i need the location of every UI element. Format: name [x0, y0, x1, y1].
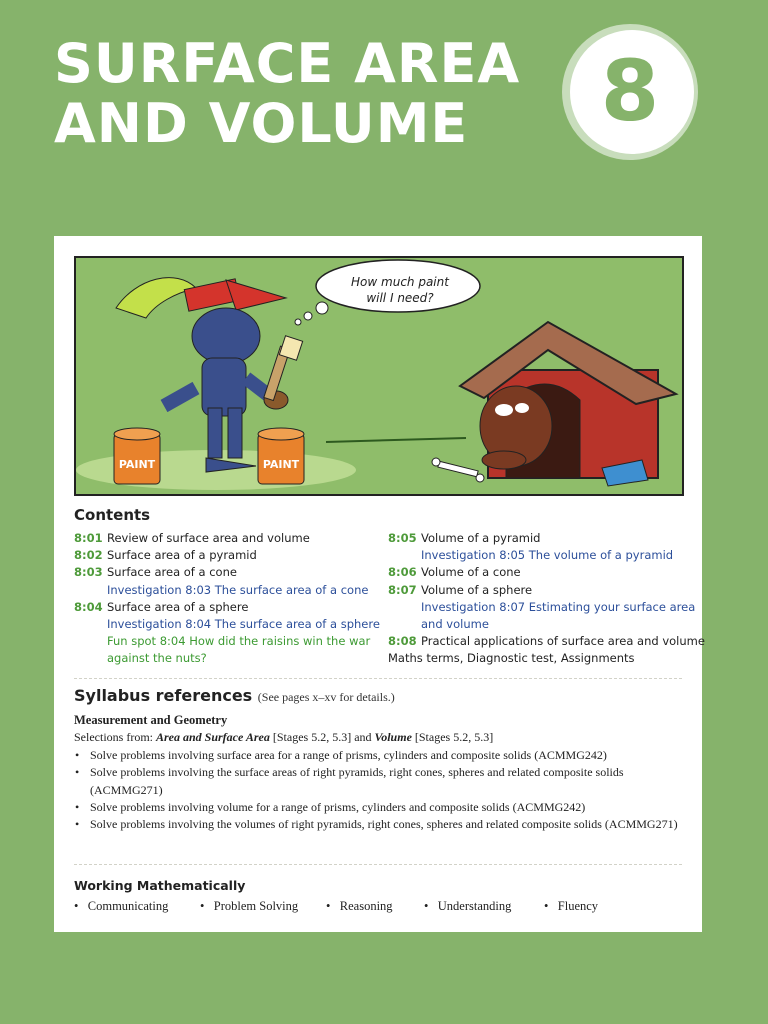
investigation-title: Investigation 8:03 The surface area of a cone: [107, 582, 369, 597]
paint-bucket-left: [114, 428, 160, 484]
extras-title: Maths terms, Diagnostic test, Assignments: [388, 651, 635, 666]
contents-row-fun-spot: [74, 650, 374, 667]
contents-row: [74, 564, 374, 581]
chapter-title-line-2: AND VOLUME: [54, 92, 469, 155]
section-title: Practical applications of surface area and volume: [421, 634, 705, 649]
section-number: 8:08: [388, 634, 417, 649]
wm-item: • Understanding: [424, 899, 512, 913]
chapter-number-badge: [560, 22, 700, 162]
selections-topic-2: Volume: [374, 730, 412, 745]
thought-line-1: How much paint: [351, 275, 449, 289]
paint-label-left: PAINT: [118, 458, 156, 471]
contents-heading: Contents: [74, 506, 151, 524]
divider: [74, 864, 682, 865]
syllabus-strand: Measurement and Geometry: [74, 713, 228, 727]
thought-line-2: will I need?: [366, 291, 434, 305]
wm-item-label: Communicating: [87, 899, 169, 913]
syllabus-heading: [74, 686, 395, 705]
contents-row: [388, 564, 688, 581]
paint-bucket-right: [258, 428, 304, 484]
contents-row-investigation: [74, 582, 374, 599]
investigation-title-cont: and volume: [421, 617, 489, 632]
section-title: Surface area of a cone: [107, 565, 237, 580]
selections-prefix: Selections from:: [74, 730, 156, 745]
outcome-item: • Solve problems involving the volumes of right pyramids, right cones, spheres and related composite solids (ACMMG271): [74, 816, 682, 833]
chapter-title-line-1: SURFACE AREA: [54, 32, 521, 95]
contents-row: [388, 633, 705, 650]
divider: [74, 678, 682, 679]
section-number: 8:06: [388, 565, 417, 580]
selections-stage-1: [Stages 5.2, 5.3] and: [269, 730, 375, 745]
paint-label-right: PAINT: [262, 458, 300, 471]
wm-item-label: Fluency: [557, 899, 599, 913]
contents-row-investigation: [388, 616, 688, 633]
section-title: Volume of a sphere: [421, 582, 533, 597]
section-title: Surface area of a sphere: [107, 599, 249, 614]
wm-item: • Fluency: [544, 899, 599, 913]
section-title: Review of surface area and volume: [107, 531, 310, 545]
syllabus-body: [74, 712, 682, 834]
section-number: 8:02: [74, 548, 103, 563]
contents-row-extras: [388, 650, 688, 667]
outcomes-list: [74, 747, 682, 834]
investigation-title: Investigation 8:05 The volume of a pyramid: [421, 548, 674, 563]
fun-spot-title: Fun spot 8:04 How did the raisins win the war: [107, 634, 371, 649]
selections-stage-2: [Stages 5.2, 5.3]: [411, 730, 494, 745]
contents-row-investigation: [388, 547, 688, 564]
section-number: 8:05: [388, 531, 417, 545]
chapter-number: 8: [600, 42, 660, 140]
thought-text: [322, 264, 478, 314]
outcome-item: • Solve problems involving volume for a range of prisms, cylinders and composite solids (ACMMG242): [74, 799, 682, 816]
selections-topic-1: Area and Surface Area: [155, 730, 270, 745]
outcome-item: • Solve problems involving surface area for a range of prisms, cylinders and composite solids (ACMMG242): [74, 747, 682, 764]
wm-item-label: Reasoning: [339, 899, 393, 913]
contents-left-column: [74, 530, 380, 668]
fun-spot-title-cont: against the nuts?: [107, 651, 207, 666]
section-number: 8:03: [74, 565, 103, 580]
wm-item-label: Problem Solving: [213, 899, 299, 913]
contents-row: [388, 530, 688, 547]
bone: [432, 458, 484, 482]
wm-item: • Communicating: [74, 899, 169, 913]
cartoon-illustration: [74, 256, 684, 496]
wm-item: • Problem Solving: [200, 899, 299, 913]
contents-row-investigation: [388, 599, 696, 616]
syllabus-selections: [74, 729, 682, 746]
contents-row-investigation: [74, 616, 380, 633]
section-title: Volume of a pyramid: [421, 531, 541, 545]
wm-item-label: Understanding: [437, 899, 512, 913]
section-title: Surface area of a pyramid: [107, 548, 257, 563]
investigation-title: Investigation 8:04 The surface area of a sphere: [107, 617, 380, 632]
syllabus-note: (See pages x–xv for details.): [257, 690, 395, 704]
contents-row-fun-spot: [74, 633, 374, 650]
contents-row: [388, 582, 688, 599]
investigation-title: Investigation 8:07 Estimating your surface area: [421, 599, 696, 614]
section-number: 8:01: [74, 531, 103, 545]
chapter-title: [54, 34, 520, 154]
content-panel: [54, 236, 705, 932]
wm-item: • Reasoning: [326, 899, 393, 913]
section-number: 8:04: [74, 599, 103, 614]
contents-right-column: [388, 530, 705, 668]
working-math-heading: Working Mathematically: [74, 878, 246, 893]
contents-row: [74, 547, 374, 564]
section-title: Volume of a cone: [421, 565, 521, 580]
syllabus-title: Syllabus references: [74, 686, 253, 705]
contents-row: [74, 599, 374, 616]
section-number: 8:07: [388, 582, 417, 597]
contents-row: [74, 530, 374, 547]
outcome-item: • Solve problems involving the surface areas of right pyramids, right cones, spheres and related composite solids (ACMMG271): [74, 764, 682, 799]
